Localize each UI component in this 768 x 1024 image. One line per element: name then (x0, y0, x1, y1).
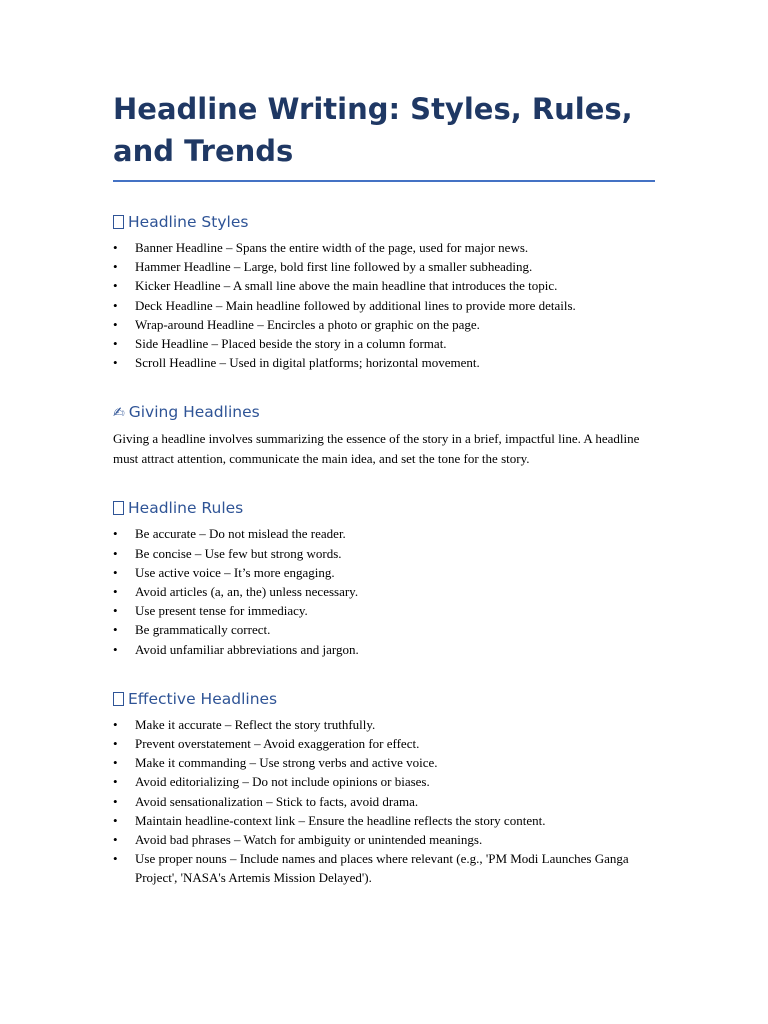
list-item: • Prevent overstatement – Avoid exaggeration for effect. (113, 734, 655, 753)
list-item: • Banner Headline – Spans the entire width of the page, used for major news. (113, 238, 655, 257)
list-item: • Use present tense for immediacy. (113, 601, 655, 620)
missing-glyph-icon (113, 501, 124, 515)
missing-glyph-icon (113, 692, 124, 706)
section-headline-styles (113, 212, 655, 372)
section-effective-headlines (113, 689, 655, 888)
list-item: • Be grammatically correct. (113, 620, 655, 639)
list-item: • Be accurate – Do not mislead the reader. (113, 524, 655, 543)
bullet-list (113, 238, 655, 372)
bullet-list (113, 715, 655, 888)
list-item: • Wrap-around Headline – Encircles a photo or graphic on the page. (113, 315, 655, 334)
document-page (113, 88, 655, 888)
missing-glyph-icon (113, 215, 124, 229)
bullet-list (113, 524, 655, 658)
list-item: • Hammer Headline – Large, bold first line followed by a smaller subheading. (113, 257, 655, 276)
section-giving-headlines (113, 402, 655, 468)
list-item: • Maintain headline-context link – Ensure the headline reflects the story content. (113, 811, 655, 830)
list-item: • Use proper nouns – Include names and places where relevant (e.g., 'PM Modi Launches Ganga Project', 'NASA's Artemis Mission Delayed'). (113, 849, 655, 887)
section-heading-text: Headline Rules (128, 499, 244, 518)
section-headline-rules (113, 498, 655, 658)
section-paragraph: Giving a headline involves summarizing the essence of the story in a brief, impactful line. A headline must attract attention, communicate the main idea, and set the tone for the story. (113, 431, 640, 466)
list-item: • Make it accurate – Reflect the story truthfully. (113, 715, 655, 734)
section-heading-text: Headline Styles (128, 213, 249, 231)
section-heading (113, 498, 655, 518)
list-item: • Avoid unfamiliar abbreviations and jargon. (113, 640, 655, 659)
list-item: • Avoid sensationalization – Stick to facts, avoid drama. (113, 792, 655, 811)
list-item: • Side Headline – Placed beside the story in a column format. (113, 334, 655, 353)
page-title: Headline Writing: Styles, Rules, and Trends (113, 88, 655, 182)
writing-hand-icon: ✍ (113, 405, 125, 422)
list-item: • Avoid articles (a, an, the) unless necessary. (113, 582, 655, 601)
list-item: • Kicker Headline – A small line above the main headline that introduces the topic. (113, 276, 655, 295)
list-item: • Avoid editorializing – Do not include opinions or biases. (113, 772, 655, 791)
section-heading (113, 402, 655, 423)
list-item: • Deck Headline – Main headline followed by additional lines to provide more details. (113, 296, 655, 315)
list-item: • Avoid bad phrases – Watch for ambiguity or unintended meanings. (113, 830, 655, 849)
list-item: • Be concise – Use few but strong words. (113, 544, 655, 563)
section-heading (113, 689, 655, 709)
list-item: • Make it commanding – Use strong verbs and active voice. (113, 753, 655, 772)
section-heading-text: Giving Headlines (128, 403, 260, 422)
list-item: • Use active voice – It’s more engaging. (113, 563, 655, 582)
list-item: • Scroll Headline – Used in digital platforms; horizontal movement. (113, 353, 655, 372)
section-heading (113, 212, 655, 232)
section-heading-text: Effective Headlines (128, 689, 278, 708)
